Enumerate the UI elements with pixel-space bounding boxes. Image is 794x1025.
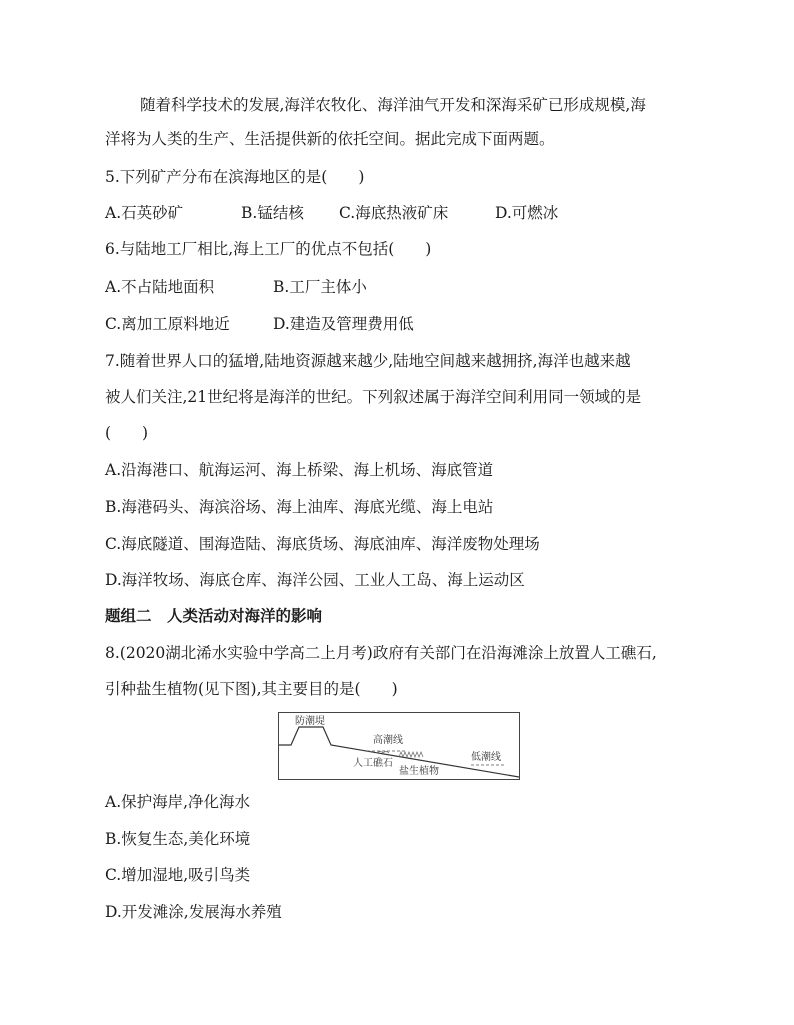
section-heading: 题组二 人类活动对海洋的影响 bbox=[105, 607, 323, 625]
q6-option-b: B.工厂主体小 bbox=[273, 278, 367, 296]
label-low-tide: 低潮线 bbox=[471, 752, 501, 763]
q7-option-c: C.海底隧道、围海造陆、海底货场、海底油库、海洋废物处理场 bbox=[105, 535, 540, 553]
question-7-stem-2: 被人们关注,21世纪将是海洋的世纪。下列叙述属于海洋空间利用同一领域的是 bbox=[105, 388, 642, 406]
question-6-stem: 6.与陆地工厂相比,海上工厂的优点不包括( ) bbox=[105, 240, 432, 258]
q5-option-c: C.海底热液矿床 bbox=[339, 204, 449, 222]
intro-line-1: 随着科学技术的发展,海洋农牧化、海洋油气开发和深海采矿已形成规模,海 bbox=[140, 96, 646, 114]
q7-option-b: B.海港码头、海滨浴场、海上油库、海底光缆、海上电站 bbox=[105, 498, 494, 516]
coastal-diagram bbox=[278, 712, 520, 780]
q8-option-d: D.开发滩涂,发展海水养殖 bbox=[105, 903, 282, 921]
question-7-stem-1: 7.随着世界人口的猛增,陆地资源越来越少,陆地空间越来越拥挤,海洋也越来越 bbox=[105, 352, 631, 370]
coastal-diagram-svg bbox=[279, 713, 519, 779]
question-5-options bbox=[105, 202, 558, 224]
label-salt-plants: 盐生植物 bbox=[399, 766, 439, 777]
question-6-options-cd bbox=[105, 313, 414, 335]
q7-option-a: A.沿海港口、航海运河、海上桥梁、海上机场、海底管道 bbox=[105, 461, 494, 479]
q6-option-c: C.离加工原料地近 bbox=[105, 315, 230, 333]
q6-option-d: D.建造及管理费用低 bbox=[273, 315, 414, 333]
q5-option-a: A.石英砂矿 bbox=[105, 204, 184, 222]
q8-option-a: A.保护海岸,净化海水 bbox=[105, 793, 251, 811]
q7-option-d: D.海洋牧场、海底仓库、海洋公园、工业人工岛、海上运动区 bbox=[105, 571, 525, 589]
label-high-tide: 高潮线 bbox=[373, 735, 403, 746]
question-5-stem: 5.下列矿产分布在滨海地区的是( ) bbox=[105, 168, 365, 186]
question-8-stem-1: 8.(2020湖北浠水实验中学高二上月考)政府有关部门在沿海滩涂上放置人工礁石, bbox=[105, 644, 657, 662]
q8-option-b: B.恢复生态,美化环境 bbox=[105, 830, 251, 848]
q5-option-b: B.锰结核 bbox=[241, 204, 304, 222]
salt-plants-icon bbox=[399, 752, 423, 757]
label-artificial-reef: 人工礁石 bbox=[353, 758, 393, 769]
question-8-stem-2: 引种盐生植物(见下图),其主要目的是( ) bbox=[105, 680, 398, 698]
q6-option-a: A.不占陆地面积 bbox=[105, 278, 215, 296]
question-6-options-ab bbox=[105, 276, 367, 298]
label-dike: 防潮堤 bbox=[295, 716, 325, 727]
q8-option-c: C.增加湿地,吸引鸟类 bbox=[105, 866, 251, 884]
q5-option-d: D.可燃冰 bbox=[495, 204, 559, 222]
intro-line-2: 洋将为人类的生产、生活提供新的依托空间。据此完成下面两题。 bbox=[105, 130, 555, 148]
question-7-stem-3: ( ) bbox=[105, 424, 149, 442]
